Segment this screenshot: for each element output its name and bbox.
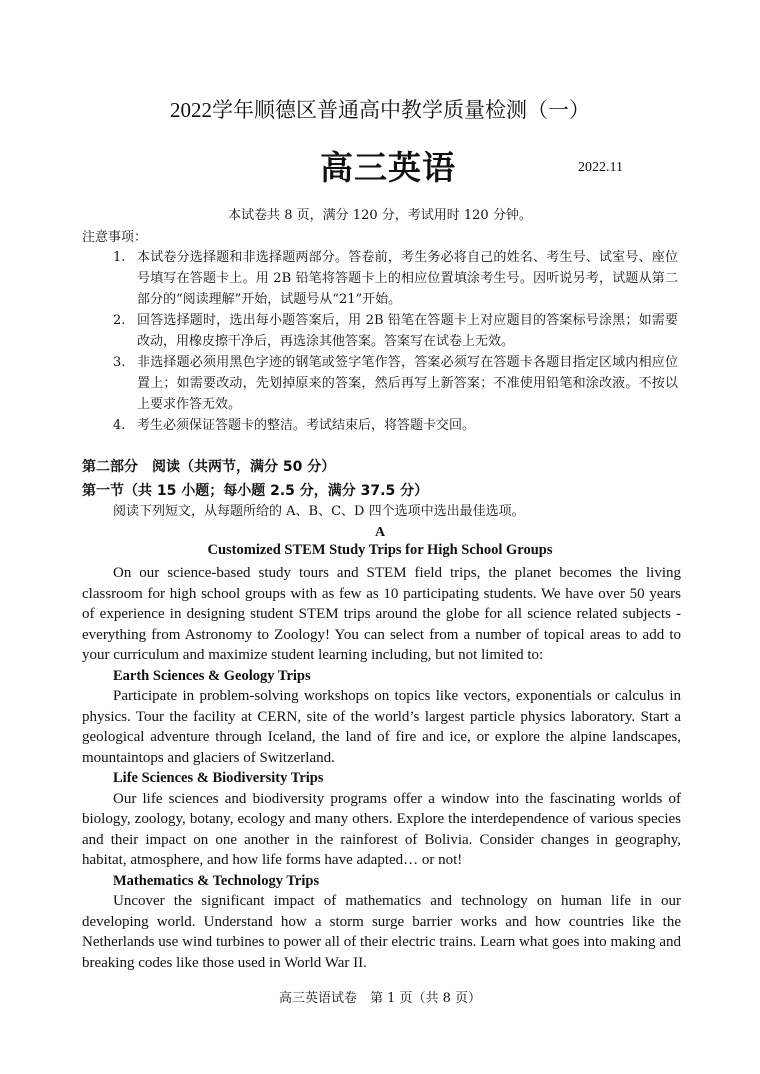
notice-item xyxy=(0,247,678,310)
notice-item xyxy=(0,310,678,352)
notice-item-number: 4. xyxy=(113,418,126,433)
section-body: Participate in problem-solving workshops on topics like vectors, exponentials or calculus in physics. Tour the facility at CERN, site of the world’s largest particle physics laboratory. Start a geological adventure through Iceland, the land of fire and ice, or explore the alpine landscapes, mountaintops and glaciers of Switzerland. xyxy=(82,688,681,766)
notice-item-text: 考生必须保证答题卡的整洁。考试结束后，将答题卡交回。 xyxy=(137,418,476,433)
passage-intro: On our science-based study tours and STEM field trips, the planet becomes the living classroom for high school groups with as few as 10 participating students. We have over 50 years of experience in designing student STEM trips around the globe for all science related subjects - everything from Astronomy to Zoology! You can select from a number of topical areas to add to your curriculum and maximize student learning including, but not limited to: xyxy=(82,565,681,663)
section-heading: Life Sciences & Biodiversity Trips xyxy=(113,770,324,786)
section-title: 第一节（共 15 小题；每小题 2.5 分，满分 37.5 分） xyxy=(82,483,429,499)
notice-title: 注意事项： xyxy=(82,230,148,245)
passage-title: Customized STEM Study Trips for High School Groups xyxy=(207,542,553,558)
notice-list xyxy=(0,247,760,436)
passage-body xyxy=(82,563,681,973)
page-footer: 高三英语试卷 第 1 页（共 8 页） xyxy=(278,991,482,1006)
notice-item-text: 回答选择题时，选出每小题答案后，用 2B 铅笔在答题卡上对应题目的答案标号涂黑；如需要改动，用橡皮擦干净后，再选涂其他答案。答案写在试卷上无效。 xyxy=(137,313,678,349)
part-title: 第二部分 阅读（共两节，满分 50 分） xyxy=(82,459,336,475)
instruction-text: 阅读下列短文，从每题所给的 A、B、C、D 四个选项中选出最佳选项。 xyxy=(113,504,525,519)
notice-item-text: 非选择题必须用黑色字迹的钢笔或签字笔作答，答案必须写在答题卡各题目指定区域内相应位置上；如需要改动，先划掉原来的答案，然后再写上新答案；不准使用铅笔和涂改液。不按以上要求作答无效。 xyxy=(137,355,678,412)
notice-item-number: 1. xyxy=(113,250,126,265)
section-heading: Mathematics & Technology Trips xyxy=(113,872,320,889)
section-body: Our life sciences and biodiversity programs offer a window into the fascinating worlds of biology, zoology, botany, ecology and many others. Explore the interdependence of various species and their impact on one another in the rainforest of Bolivia. Consider changes in geography, habitat, atmosphere, and how life forms have adapted… or not! xyxy=(82,790,681,868)
notice-item-number: 2. xyxy=(113,313,126,328)
paper-info: 本试卷共 8 页，满分 120 分，考试用时 120 分钟。 xyxy=(228,208,532,223)
notice-item xyxy=(0,352,678,415)
section-heading: Earth Sciences & Geology Trips xyxy=(113,667,311,684)
exam-subject: 高三英语 xyxy=(320,148,456,187)
exam-date: 2022.11 xyxy=(578,160,623,175)
passage-letter: A xyxy=(374,525,386,540)
notice-item xyxy=(0,415,678,436)
exam-title: 2022学年顺德区普通高中教学质量检测（一） xyxy=(170,98,590,122)
section-body: Uncover the significant impact of mathematics and technology on human life in our developing world. Understand how a storm surge barrier works and how countries like the Netherlands use wind turbines to power all of their electric trains. Learn what goes into making and breaking codes like those used in World War II. xyxy=(82,893,681,971)
notice-item-text: 本试卷分选择题和非选择题两部分。答卷前，考生务必将自己的姓名、考生号、试室号、座位号填写在答题卡上。用 2B 铅笔将答题卡上的相应位置填涂考生号。因听说另考，试题从第二部分的“阅读理解”开始，试题号从“21”开始。 xyxy=(137,250,678,307)
notice-item-number: 3. xyxy=(113,355,126,370)
